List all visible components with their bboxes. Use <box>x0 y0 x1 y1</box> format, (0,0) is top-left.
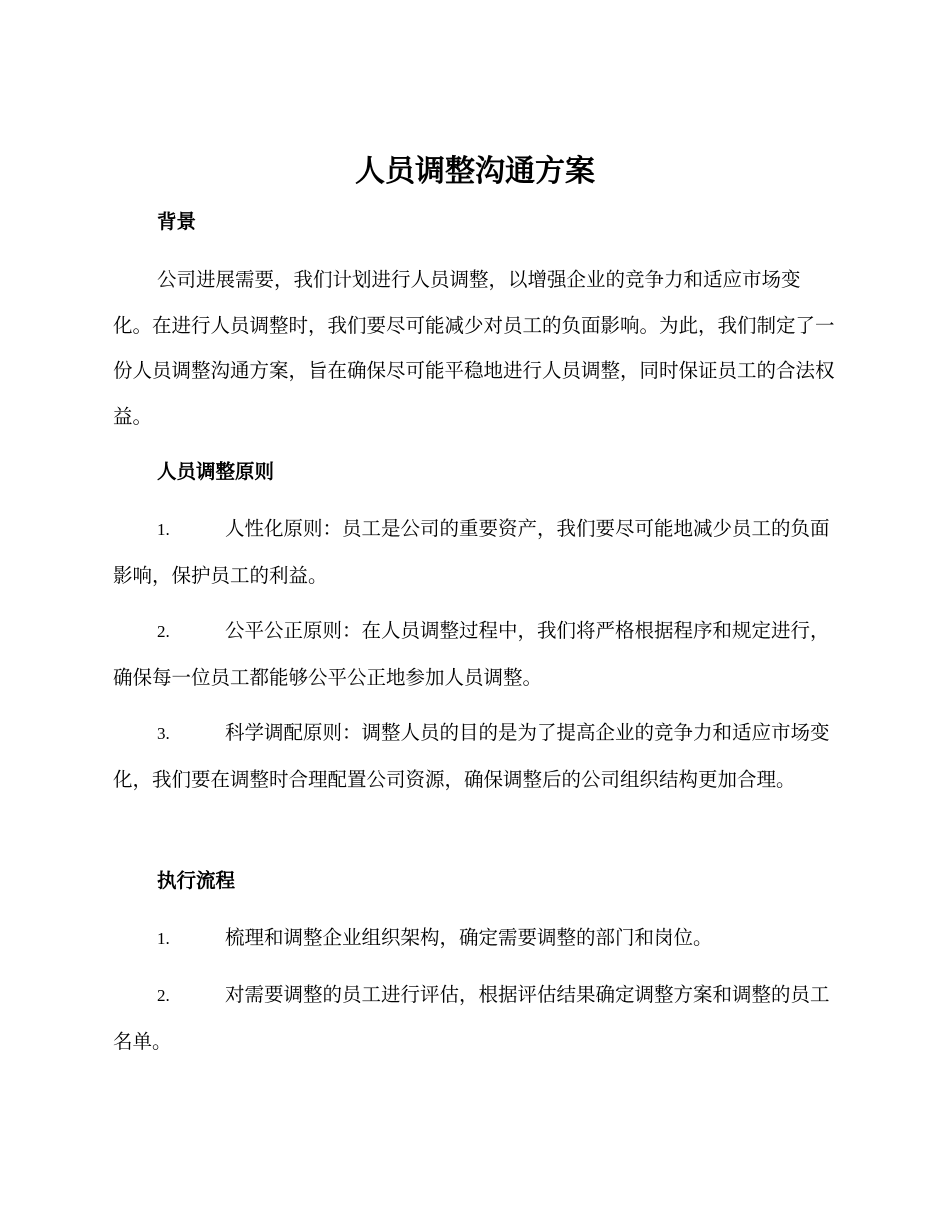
process-text: 梳理和调整企业组织架构，确定需要调整的部门和岗位。 <box>225 926 713 949</box>
list-number: 2. <box>157 986 170 1005</box>
principle-item-2 <box>113 608 837 700</box>
document-title: 人员调整沟通方案 <box>355 154 595 189</box>
principle-item-1 <box>113 506 837 598</box>
background-paragraph: 公司进展需要，我们计划进行人员调整，以增强企业的竞争力和适应市场变化。在进行人员调整时，我们要尽可能减少对员工的负面影响。为此，我们制定了一份人员调整沟通方案，旨在确保尽可能平稳地进行人员调整，同时保证员工的合法权益。 <box>113 268 835 428</box>
list-number: 2. <box>157 622 170 641</box>
principle-text: 公平公正原则：在人员调整过程中，我们将严格根据程序和规定进行，确保每一位员工都能够公平公正地参加人员调整。 <box>113 619 830 689</box>
process-item-1 <box>113 915 837 962</box>
principle-text: 科学调配原则：调整人员的目的是为了提高企业的竞争力和适应市场变化，我们要在调整时合理配置公司资源，确保调整后的公司组织结构更加合理。 <box>113 721 830 791</box>
process-text: 对需要调整的员工进行评估，根据评估结果确定调整方案和调整的员工名单。 <box>113 983 830 1053</box>
list-number: 1. <box>157 929 170 948</box>
principle-item-3 <box>113 710 837 802</box>
section-heading-principles: 人员调整原则 <box>157 460 275 483</box>
section-heading-process: 执行流程 <box>157 869 236 892</box>
process-item-2 <box>113 972 837 1064</box>
principle-text: 人性化原则：员工是公司的重要资产，我们要尽可能地减少员工的负面影响，保护员工的利益。 <box>113 517 830 587</box>
list-number: 3. <box>157 724 170 743</box>
list-number: 1. <box>157 520 170 539</box>
section-heading-background: 背景 <box>157 210 197 233</box>
